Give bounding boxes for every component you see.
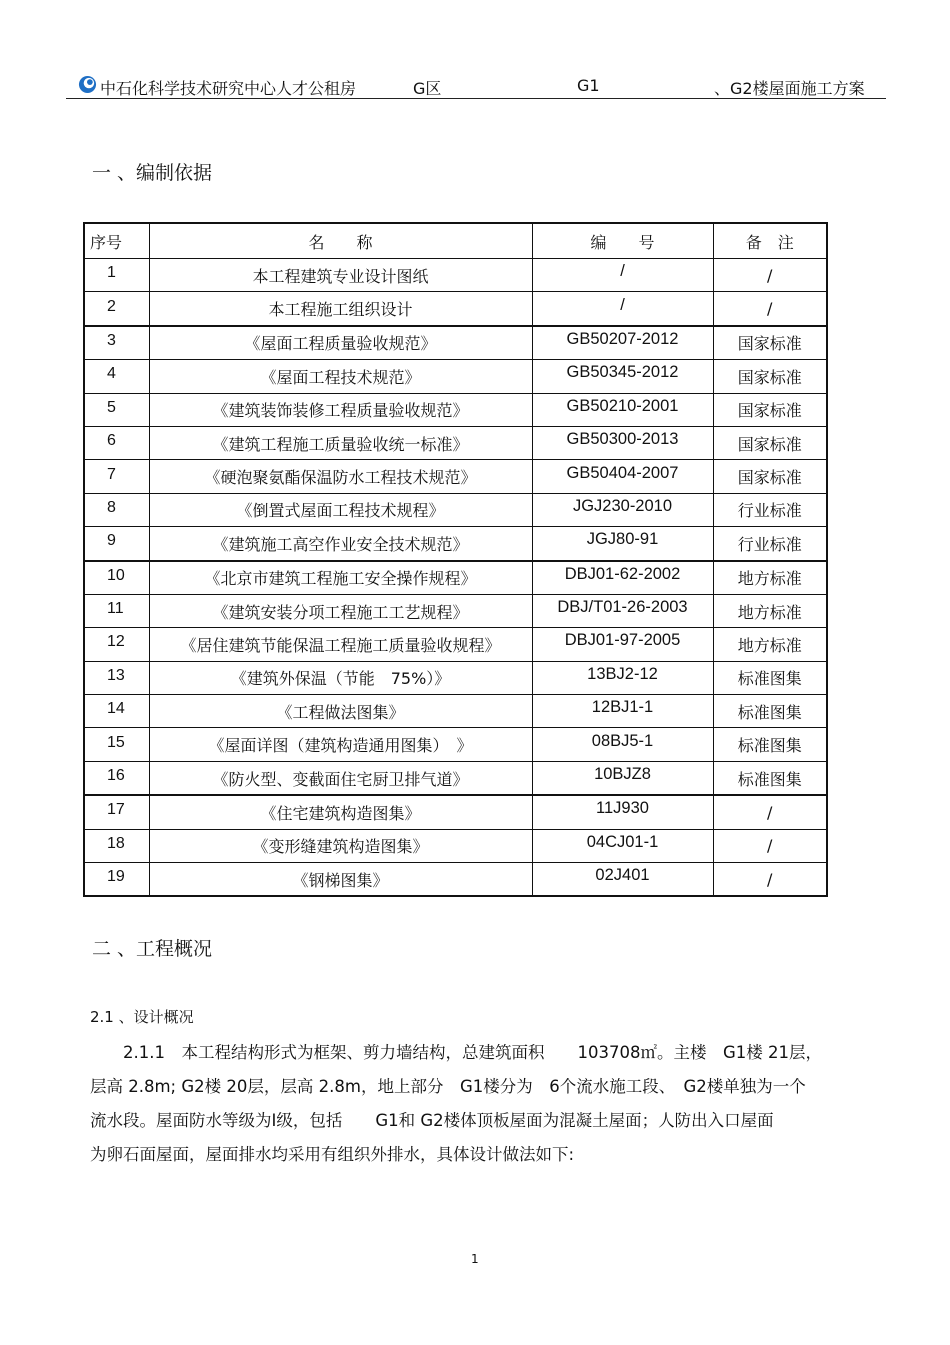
- cell-name-text: 《建筑工程施工质量验收统一标准》: [212, 434, 469, 454]
- cell-seq-text: 5: [107, 398, 116, 416]
- cell-note-text: 标准图集: [737, 702, 802, 722]
- cell-name: [149, 661, 532, 694]
- cell-code: [532, 594, 713, 627]
- cell-note: [713, 360, 827, 393]
- cell-code-text: GB50300-2013: [566, 430, 679, 449]
- cell-name-text: 《建筑安装分项工程施工工艺规程》: [212, 602, 469, 622]
- company-logo-icon: [78, 75, 97, 94]
- subsection-title: 2.1 、设计概况: [90, 1008, 194, 1026]
- cell-seq: [84, 661, 149, 694]
- cell-code: [532, 661, 713, 694]
- header-building: G1: [577, 76, 600, 95]
- table-row: [84, 728, 827, 761]
- cell-name-text: 《住宅建筑构造图集》: [260, 803, 421, 823]
- table-row: [84, 360, 827, 393]
- cell-name: [149, 594, 532, 627]
- cell-seq: [84, 728, 149, 761]
- cell-seq: [84, 393, 149, 426]
- cell-seq-text: 16: [107, 767, 125, 785]
- cell-name-text: 本工程建筑专业设计图纸: [252, 266, 429, 286]
- cell-note-text: 国家标准: [737, 468, 802, 488]
- cell-name-text: 《建筑施工高空作业安全技术规范》: [212, 534, 469, 554]
- cell-seq: [84, 594, 149, 627]
- cell-seq-text: 8: [107, 498, 116, 516]
- cell-code-text: GB50345-2012: [566, 363, 679, 382]
- cell-seq: [84, 863, 149, 897]
- cell-seq-text: 19: [107, 868, 125, 886]
- cell-note: [713, 661, 827, 694]
- cell-code-text: GB50207-2012: [566, 329, 679, 348]
- cell-note-text: 标准图集: [737, 736, 802, 756]
- cell-name: [149, 695, 532, 728]
- cell-seq-text: 12: [107, 633, 125, 651]
- table-row: [84, 426, 827, 459]
- header-project: 中石化科学技术研究中心人才公租房: [100, 79, 357, 98]
- cell-code-text: 12BJ1-1: [591, 698, 654, 717]
- header-seq: 序号: [84, 223, 149, 259]
- cell-seq-text: 15: [107, 733, 125, 751]
- cell-code: [532, 259, 713, 292]
- cell-note-text: 地方标准: [737, 635, 802, 655]
- cell-seq-text: 9: [107, 532, 116, 550]
- cell-seq-text: 2: [107, 297, 116, 315]
- cell-seq-text: 14: [107, 700, 125, 718]
- cell-note-text: 行业标准: [737, 534, 802, 554]
- cell-note: [713, 326, 827, 360]
- cell-code: [532, 493, 713, 526]
- cell-seq: [84, 292, 149, 326]
- cell-note-text: 标准图集: [737, 769, 802, 789]
- cell-name: [149, 527, 532, 561]
- cell-note: [713, 863, 827, 897]
- table-row: [84, 829, 827, 862]
- cell-code-text: DBJ01-62-2002: [564, 564, 681, 583]
- cell-note: [713, 695, 827, 728]
- cell-name: [149, 460, 532, 493]
- cell-name-text: 《屋面详图（建筑构造通用图集） 》: [208, 736, 473, 756]
- cell-note-text: 国家标准: [737, 401, 802, 421]
- cell-name-text: 《工程做法图集》: [276, 702, 405, 722]
- table-row: [84, 292, 827, 326]
- cell-name-text: 《建筑外保温（节能 75%）》: [230, 669, 451, 689]
- cell-name: [149, 863, 532, 897]
- cell-seq: [84, 761, 149, 795]
- cell-code-text: /: [620, 295, 625, 314]
- cell-note-text: /: [767, 869, 773, 889]
- cell-note-text: 国家标准: [737, 434, 802, 454]
- section-2-title: 二 、工程概况: [92, 938, 213, 960]
- cell-name: [149, 628, 532, 661]
- cell-code: [532, 292, 713, 326]
- cell-name-text: 《倒置式屋面工程技术规程》: [236, 501, 445, 521]
- cell-code-text: 08BJ5-1: [591, 731, 654, 750]
- cell-note-text: /: [767, 802, 773, 822]
- cell-code-text: 04CJ01-1: [586, 832, 659, 851]
- header-code: 编 号: [532, 223, 713, 259]
- cell-code: [532, 561, 713, 595]
- cell-note: [713, 393, 827, 426]
- cell-code-text: GB50210-2001: [566, 396, 679, 415]
- table-header-row: [84, 223, 827, 259]
- table-row: [84, 661, 827, 694]
- design-overview-paragraph: [90, 1036, 870, 1172]
- cell-name-text: 《防火型、变截面住宅厨卫排气道》: [212, 769, 469, 789]
- cell-code: [532, 393, 713, 426]
- cell-note-text: 国家标准: [737, 367, 802, 387]
- cell-seq: [84, 527, 149, 561]
- cell-name-text: 《屋面工程质量验收规范》: [244, 334, 437, 354]
- table-row: [84, 863, 827, 897]
- table-row: [84, 527, 827, 561]
- table-row: [84, 259, 827, 292]
- section-1-title: 一 、编制依据: [92, 162, 213, 184]
- paragraph-line: 2.1.1 本工程结构形式为框架、剪力墙结构，总建筑面积 103708㎡。主楼 G1楼 21层，: [90, 1043, 822, 1062]
- paragraph-line: 流水段。屋面防水等级为Ⅰ级，包括 G1和 G2楼体顶板屋面为混凝土屋面；人防出入口屋面: [90, 1111, 774, 1130]
- cell-name: [149, 259, 532, 292]
- basis-table: [83, 222, 828, 897]
- cell-seq: [84, 695, 149, 728]
- paragraph-line: 为卵石面屋面，屋面排水均采用有组织外排水，具体设计做法如下:: [90, 1145, 575, 1164]
- cell-name-text: 《北京市建筑工程施工安全操作规程》: [204, 569, 477, 589]
- cell-note-text: 地方标准: [737, 602, 802, 622]
- cell-code-text: /: [620, 262, 625, 281]
- table-row: [84, 561, 827, 595]
- cell-seq-text: 17: [107, 801, 125, 819]
- table-row: [84, 761, 827, 795]
- cell-seq-text: 6: [107, 432, 116, 450]
- cell-seq: [84, 326, 149, 360]
- header-name: 名 称: [149, 223, 532, 259]
- cell-code: [532, 326, 713, 360]
- cell-code: [532, 628, 713, 661]
- cell-code-text: DBJ01-97-2005: [564, 631, 681, 650]
- cell-note-text: /: [767, 299, 773, 319]
- cell-code-text: DBJ/T01-26-2003: [557, 598, 688, 617]
- cell-code: [532, 829, 713, 862]
- cell-seq: [84, 561, 149, 595]
- cell-note: [713, 628, 827, 661]
- cell-code-text: JGJ230-2010: [572, 496, 673, 515]
- cell-seq-text: 3: [107, 331, 116, 349]
- cell-note-text: 国家标准: [737, 334, 802, 354]
- cell-seq: [84, 493, 149, 526]
- cell-note-text: 标准图集: [737, 669, 802, 689]
- cell-seq-text: 4: [107, 365, 116, 383]
- cell-name: [149, 326, 532, 360]
- cell-name: [149, 493, 532, 526]
- cell-seq-text: 10: [107, 566, 125, 584]
- cell-seq: [84, 360, 149, 393]
- table-row: [84, 460, 827, 493]
- cell-note: [713, 259, 827, 292]
- cell-seq-text: 18: [107, 834, 125, 852]
- cell-name: [149, 393, 532, 426]
- cell-seq: [84, 259, 149, 292]
- cell-code-text: GB50404-2007: [566, 463, 679, 482]
- header-zone: G区: [413, 79, 442, 98]
- cell-code: [532, 695, 713, 728]
- cell-note-text: /: [767, 836, 773, 856]
- cell-note: [713, 795, 827, 829]
- cell-note: [713, 728, 827, 761]
- cell-seq-text: 13: [107, 666, 125, 684]
- cell-note: [713, 460, 827, 493]
- cell-seq: [84, 460, 149, 493]
- cell-name-text: 《建筑装饰装修工程质量验收规范》: [212, 401, 469, 421]
- cell-seq: [84, 795, 149, 829]
- cell-name-text: 《屋面工程技术规范》: [260, 367, 421, 387]
- cell-seq: [84, 829, 149, 862]
- table-row: [84, 493, 827, 526]
- cell-code-text: 10BJZ8: [594, 765, 651, 784]
- cell-name: [149, 728, 532, 761]
- table-row: [84, 326, 827, 360]
- cell-note: [713, 594, 827, 627]
- cell-code: [532, 863, 713, 897]
- table-row: [84, 695, 827, 728]
- cell-name: [149, 795, 532, 829]
- cell-seq: [84, 426, 149, 459]
- cell-code-text: JGJ80-91: [586, 530, 659, 549]
- cell-seq: [84, 628, 149, 661]
- cell-code-text: 13BJ2-12: [587, 664, 658, 683]
- cell-note-text: 行业标准: [737, 501, 802, 521]
- cell-code: [532, 795, 713, 829]
- cell-code: [532, 527, 713, 561]
- cell-note: [713, 829, 827, 862]
- cell-code-text: 11J930: [596, 799, 649, 818]
- page-number: 1: [471, 1252, 479, 1266]
- cell-name: [149, 829, 532, 862]
- cell-name-text: 《钢梯图集》: [292, 870, 389, 890]
- cell-seq-text: 1: [107, 264, 116, 282]
- cell-note-text: 地方标准: [737, 569, 802, 589]
- page-header: [66, 72, 886, 99]
- cell-name-text: 《居住建筑节能保温工程施工质量验收规程》: [180, 635, 501, 655]
- cell-note: [713, 761, 827, 795]
- cell-code: [532, 728, 713, 761]
- paragraph-line: 层高 2.8m; G2楼 20层，层高 2.8m，地上部分 G1楼分为 6个流水施工段、 G2楼单独为一个: [90, 1077, 806, 1096]
- cell-name: [149, 292, 532, 326]
- cell-name: [149, 360, 532, 393]
- cell-note: [713, 292, 827, 326]
- cell-name: [149, 561, 532, 595]
- cell-note-text: /: [767, 265, 773, 285]
- header-note: 备 注: [713, 223, 827, 259]
- cell-code: [532, 360, 713, 393]
- cell-name-text: 《变形缝建筑构造图集》: [252, 837, 429, 857]
- cell-code: [532, 761, 713, 795]
- cell-code: [532, 460, 713, 493]
- cell-name-text: 《硬泡聚氨酯保温防水工程技术规范》: [204, 468, 477, 488]
- cell-note: [713, 527, 827, 561]
- table-row: [84, 628, 827, 661]
- table-row: [84, 393, 827, 426]
- cell-seq-text: 7: [107, 465, 116, 483]
- cell-name: [149, 426, 532, 459]
- cell-seq-text: 11: [107, 600, 124, 618]
- cell-code: [532, 426, 713, 459]
- table-row: [84, 795, 827, 829]
- table-row: [84, 594, 827, 627]
- cell-code-text: 02J401: [595, 866, 650, 885]
- cell-name-text: 本工程施工组织设计: [268, 300, 413, 320]
- header-title: 、G2楼屋面施工方案: [714, 79, 865, 98]
- cell-note: [713, 426, 827, 459]
- cell-name: [149, 761, 532, 795]
- cell-note: [713, 493, 827, 526]
- cell-note: [713, 561, 827, 595]
